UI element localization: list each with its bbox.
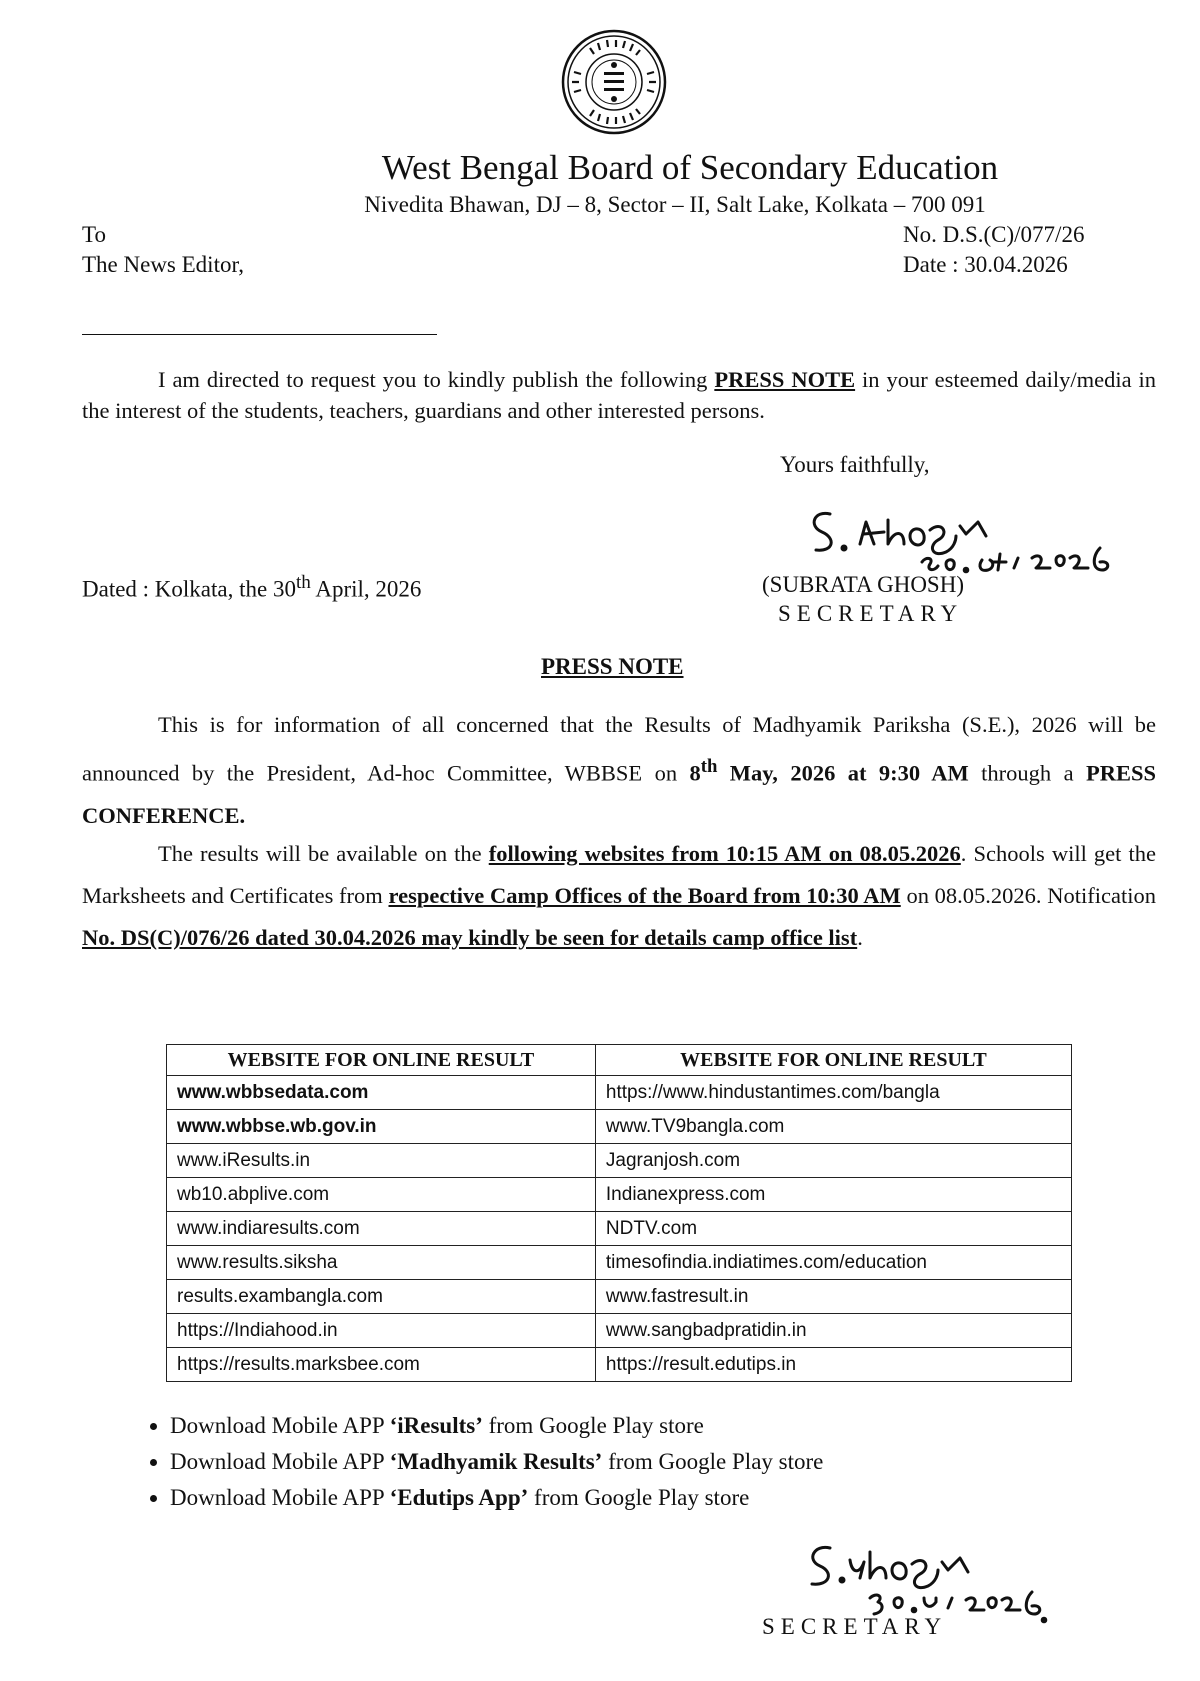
divider [82, 334, 437, 335]
p2-text-a: The results will be available on the [158, 841, 489, 866]
p1-press-conference: PRESS CONFERENCE. [82, 760, 1156, 828]
p1-text-c: through a [968, 760, 1086, 786]
app-name: ‘Edutips App’ [389, 1485, 529, 1510]
table-row [167, 1144, 1072, 1178]
p2-text-d: . [857, 925, 863, 950]
app-prefix: Download Mobile APP [170, 1485, 390, 1510]
list-item [170, 1444, 823, 1480]
app-prefix: Download Mobile APP [170, 1449, 390, 1474]
table-row [167, 1314, 1072, 1348]
reference-number: No. D.S.(C)/077/26 [903, 222, 1085, 247]
table-row [167, 1212, 1072, 1246]
website-cell: NDTV.com [595, 1212, 1071, 1246]
website-cell: timesofindia.indiatimes.com/education [595, 1246, 1071, 1280]
intro-paragraph [82, 364, 1156, 426]
website-cell: Jagranjosh.com [595, 1144, 1071, 1178]
website-cell: Indianexpress.com [595, 1178, 1071, 1212]
table-row [167, 1076, 1072, 1110]
intro-text-end: in your esteemed daily/media in the interest of the students, teachers, guardians and other interested persons. [82, 367, 1157, 423]
website-cell: https://results.marksbee.com [167, 1348, 596, 1382]
list-item [170, 1480, 823, 1516]
table-row [167, 1348, 1072, 1382]
app-name: ‘Madhyamik Results’ [389, 1449, 603, 1474]
p2-text-c: on 08.05.2026. Notification [900, 883, 1156, 908]
table-row [167, 1178, 1072, 1212]
website-cell: www.wbbsedata.com [167, 1076, 596, 1110]
p1-ordinal: th [700, 756, 718, 777]
closing: Yours faithfully, [780, 452, 930, 477]
intro-text-start: I am directed to request you to kindly publish the following [158, 367, 715, 392]
dated-prefix: Dated : Kolkata, the 30 [82, 576, 296, 602]
app-suffix: from Google Play store [482, 1413, 704, 1438]
dated-ordinal: th [295, 572, 311, 593]
recipient: The News Editor, [82, 252, 244, 277]
website-cell: https://Indiahood.in [167, 1314, 596, 1348]
website-cell: www.iResults.in [167, 1144, 596, 1178]
letter-date: Date : 30.04.2026 [903, 252, 1068, 277]
website-cell: wb10.abplive.com [167, 1178, 596, 1212]
website-cell: www.wbbse.wb.gov.in [167, 1110, 596, 1144]
website-cell: results.exambangla.com [167, 1280, 596, 1314]
dated-suffix: April, 2026 [310, 576, 422, 602]
p1-text-a: This is for information of all concerned that the Results of Madhyamik Pariksha (S.E.), 2026 will be announced by the President, Ad-hoc Committee, WBBSE on [82, 712, 1156, 786]
press-note-paragraph-1 [82, 704, 1156, 837]
table-header-col-2: WEBSITE FOR ONLINE RESULT [595, 1045, 1071, 1076]
to-label: To [82, 222, 106, 247]
table-header-col-1: WEBSITE FOR ONLINE RESULT [167, 1045, 596, 1076]
website-cell: www.results.siksha [167, 1246, 596, 1280]
table-row [167, 1110, 1072, 1144]
table-header-row [167, 1045, 1072, 1076]
p1-datetime: May, 2026 at 9:30 AM [717, 760, 969, 786]
p2-websites-time: following websites from 10:15 AM on 08.05.2026 [488, 841, 961, 866]
dated-line [82, 572, 421, 603]
press-note-title: PRESS NOTE [541, 654, 684, 679]
website-cell: https://result.edutips.in [595, 1348, 1071, 1382]
signature-1 [800, 500, 1140, 580]
organization-address: Nivedita Bhawan, DJ – 8, Sector – II, Salt Lake, Kolkata – 700 091 [364, 192, 986, 217]
p1-day: 8 [689, 760, 701, 786]
website-cell: www.indiaresults.com [167, 1212, 596, 1246]
website-cell: www.fastresult.in [595, 1280, 1071, 1314]
signature-designation: SECRETARY [762, 1614, 948, 1639]
website-cell: www.TV9bangla.com [595, 1110, 1071, 1144]
websites-table [166, 1044, 1072, 1382]
app-suffix: from Google Play store [602, 1449, 824, 1474]
signatory-name: (SUBRATA GHOSH) [762, 572, 964, 597]
p2-camp-offices: respective Camp Offices of the Board from 10:30 AM [388, 883, 901, 908]
organization-name: West Bengal Board of Secondary Education [381, 148, 999, 187]
list-item [170, 1408, 823, 1444]
app-prefix: Download Mobile APP [170, 1413, 390, 1438]
table-row [167, 1246, 1072, 1280]
app-suffix: from Google Play store [528, 1485, 750, 1510]
table-row [167, 1280, 1072, 1314]
press-note-highlight: PRESS NOTE [714, 367, 856, 392]
p2-notification-ref: No. DS(C)/076/26 dated 30.04.2026 may kindly be seen for details camp office list [82, 925, 858, 950]
app-name: ‘iResults’ [389, 1413, 483, 1438]
p2-text-b: . Schools will get the Marksheets and Certificates from [82, 841, 1156, 908]
wbbse-seal-icon [560, 28, 668, 136]
website-cell: https://www.hindustantimes.com/bangla [595, 1076, 1071, 1110]
app-download-list [140, 1408, 823, 1516]
website-cell: www.sangbadpratidin.in [595, 1314, 1071, 1348]
signatory-designation: SECRETARY [778, 601, 964, 626]
press-note-paragraph-2 [82, 833, 1156, 959]
